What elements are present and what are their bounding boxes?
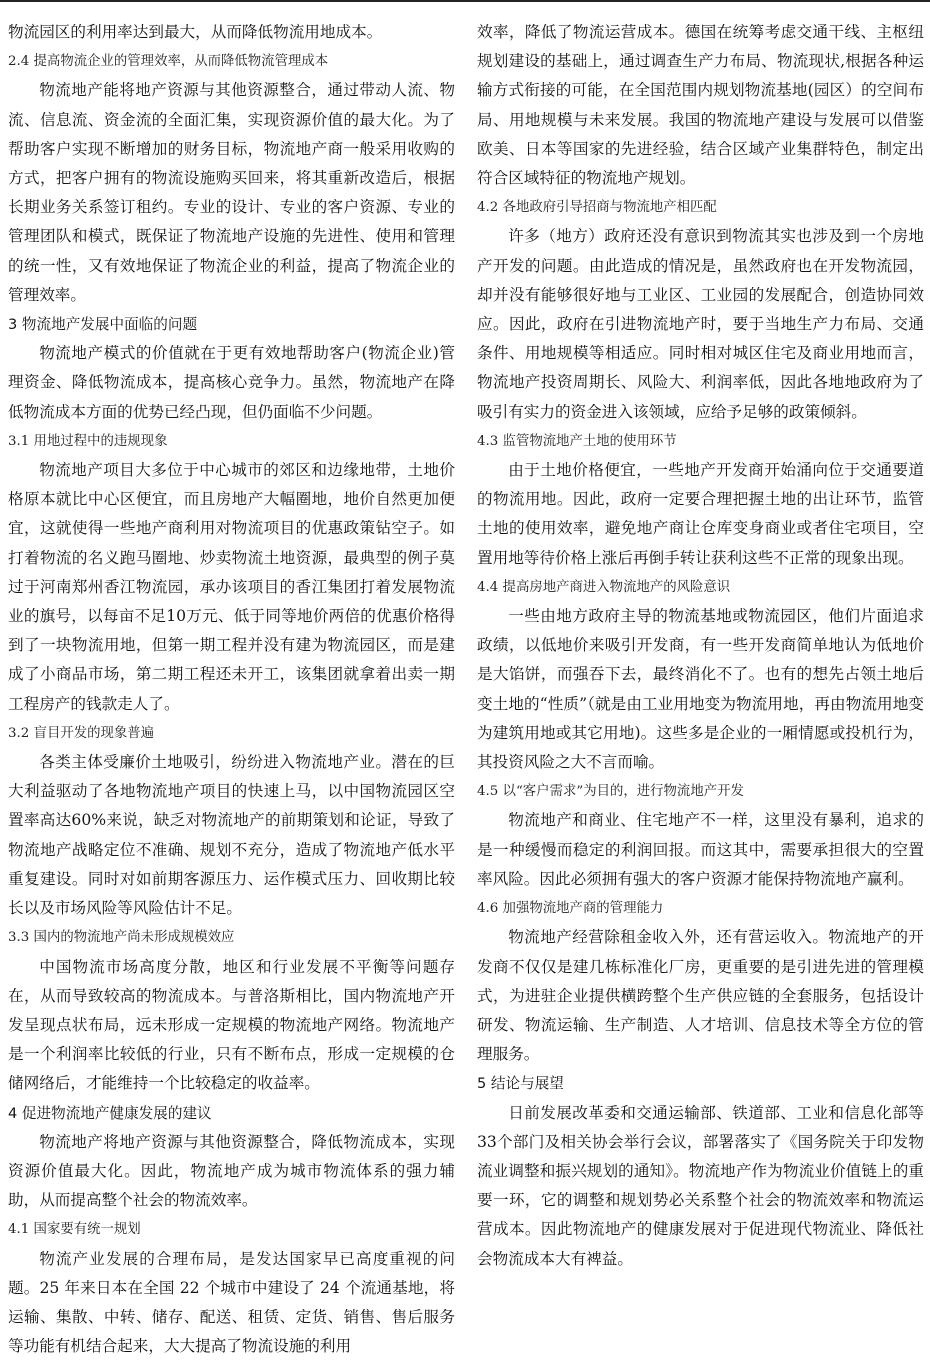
para-4-6: 物流地产经营除租金收入外，还有营运收入。物流地产的开发商不仅仅是建几栋标准化厂房，更重要的是引进先进的管理模式，为进驻企业提供横跨整个生产供应链的全套服务，包括设计研发、物流运输、生产制造、人才培训、信息技术等全方位的管理服务。 <box>477 928 924 1064</box>
para-3: 物流地产模式的价值就在于更有效地帮助客户(物流企业)管理资金、降低物流成本，提高核心竞争力。虽然，物流地产在降低物流成本方面的优势已经凸现，但仍面临不少问题。 <box>8 344 455 421</box>
left-column <box>8 18 455 1361</box>
heading-4-5: 4.5 以“客户需求”为目的，进行物流地产开发 <box>477 784 744 800</box>
heading-3-2: 3.2 盲目开发的现象普遍 <box>8 725 155 741</box>
heading-4-2: 4.2 各地政府引导招商与物流地产相匹配 <box>477 200 717 216</box>
heading-4-4: 4.4 提高房地产商进入物流地产的风险意识 <box>477 579 731 595</box>
top-rule <box>0 0 930 2</box>
para-3-1: 物流地产项目大多位于中心城市的郊区和边缘地带，土地价格原本就比中心区便宜，而且房地产大幅圈地，地价自然更加便宜，这就使得一些地产商利用对物流项目的优惠政策钻空子。如打着物流的名义跑马圈地、炒卖物流土地资源，最典型的例子莫过于河南郑州香江物流园，承办该项目的香江集团打着发展物流业的旗号，以每亩不足10万元、低于同等地价两倍的优惠价格得到了一块物流用地，但第一期工程并没有建为物流园区，而是建成了小商品市场，第二期工程还未开工，该集团就拿着出卖一期工程房产的钱款走人了。 <box>8 461 455 713</box>
para-continued-top: 物流园区的利用率达到最大，从而降低物流用地成本。 <box>8 23 383 41</box>
heading-3-1: 3.1 用地过程中的违规现象 <box>8 433 168 449</box>
heading-4: 4 促进物流地产健康发展的建议 <box>8 1104 212 1122</box>
heading-4-3: 4.3 监管物流地产土地的使用环节 <box>477 433 677 449</box>
para-5: 日前发展改革委和交通运输部、铁道部、工业和信息化部等33个部门及相关协会举行会议，部署落实了《国务院关于印发物流业调整和振兴规划的通知》。物流地产作为物流业价值链上的重要一环，它的调整和规划势必关系整个社会的物流效率和物流运营成本。因此物流地产的健康发展对于促进现代物流业、降低社会物流成本大有裨益。 <box>477 1103 924 1268</box>
heading-4-6: 4.6 加强物流地产商的管理能力 <box>477 901 664 917</box>
para-4-5: 物流地产和商业、住宅地产不一样，这里没有暴利，追求的是一种缓慢而稳定的利润回报。而这其中，需要承担很大的空置率风险。因此必须拥有强大的客户资源才能保持物流地产赢利。 <box>477 811 924 888</box>
para-4-3: 由于土地价格便宜，一些地产开发商开始涌向位于交通要道的物流用地。因此，政府一定要合理把握土地的出让环节，监管土地的使用效率，避免地产商让仓库变身商业或者住宅项目，空置用地等待价格上涨后再倒手转让获利这些不正常的现象出现。 <box>477 461 924 567</box>
heading-3-3: 3.3 国内的物流地产尚未形成规模效应 <box>8 930 235 946</box>
para-4-2: 许多（地方）政府还没有意识到物流其实也涉及到一个房地产开发的问题。由此造成的情况是，虽然政府也在开发物流园，却并没有能够很好地与工业区、工业园的发展配合，创造协同效应。因此，政府在引进物流地产时，要于当地生产力布局、交通条件、用地规模等相适应。同时相对城区住宅及商业用地而言，物流地产投资周期长、风险大、利润率低，因此各地地政府为了吸引有实力的资金进入该领域，应给予足够的政策倾斜。 <box>477 227 924 421</box>
para-4-1-continued: 效率，降低了物流运营成本。德国在统筹考虑交通干线、主枢纽规划建设的基础上，通过调查生产力布局、物流现状,根据各种运输方式衔接的可能，在全国范围内规划物流基地(园区）的空间布局、用地规模与未来发展。我国的物流地产建设与发展可以借鉴欧美、日本等国家的先进经验，结合区域产业集群特色，制定出符合区域特征的物流地产规划。 <box>477 23 924 188</box>
right-column <box>477 18 924 1274</box>
para-3-2: 各类主体受廉价土地吸引，纷纷进入物流地产业。潜在的巨大利益驱动了各地物流地产项目的快速上马，以中国物流园区空置率高达60%来说，缺乏对物流地产的前期策划和论证，导致了物流地产战略定位不准确、规划不充分，造成了物流地产低水平重复建设。同时对如前期客源压力、运作模式压力、回收期比较长以及市场风险等风险估计不足。 <box>8 753 455 918</box>
para-3-3: 中国物流市场高度分散，地区和行业发展不平衡等问题存在，从而导致较高的物流成本。与普洛斯相比，国内物流地产开发呈现点状布局，远未形成一定规模的物流地产网络。物流地产是一个利润率比较低的行业，只有不断布点，形成一定规模的仓储网络后，才能维持一个比较稳定的收益率。 <box>8 957 455 1093</box>
heading-5: 5 结论与展望 <box>477 1075 564 1093</box>
heading-4-1: 4.1 国家要有统一规划 <box>8 1222 141 1238</box>
para-4-4: 一些由地方政府主导的物流基地或物流园区，他们片面追求政绩，以低地价来吸引开发商，有一些开发商简单地认为低地价是大馅饼，而强吞下去，最终消化不了。也有的想先占领土地后变土地的“性质”（就是由工业用地变为物流用地，再由物流用地变为建筑用地或其它用地)。这些多是企业的一厢情愿或投机行为，其投资风险之大不言而喻。 <box>477 607 924 772</box>
heading-2-4: 2.4 提高物流企业的管理效率，从而降低物流管理成本 <box>8 54 329 70</box>
para-2-4: 物流地产能将地产资源与其他资源整合，通过带动人流、物流、信息流、资金流的全面汇集，实现资源价值的最大化。为了帮助客户实现不断增加的财务目标，物流地产商一般采用收购的方式，把客户拥有的物流设施购买回来，将其重新改造后，根据长期业务关系签订租约。专业的设计、专业的客户资源、专业的管理团队和模式，既保证了物流地产设施的先进性、使用和管理的统一性，又有效地保证了物流企业的利益，提高了物流企业的管理效率。 <box>8 81 455 304</box>
para-4-1: 物流产业发展的合理布局，是发达国家早已高度重视的问题。25 年来日本在全国 22 个城市中建设了 24 个流通基地，将运输、集散、中转、储存、配送、租赁、定货、销售、售后服务等功能有机结合起来，大大提高了物流设施的利用 <box>8 1249 455 1356</box>
heading-3: 3 物流地产发展中面临的问题 <box>8 316 198 334</box>
para-4: 物流地产将地产资源与其他资源整合，降低物流成本，实现资源价值最大化。因此，物流地产成为城市物流体系的强力辅助，从而提高整个社会的物流效率。 <box>8 1132 455 1210</box>
